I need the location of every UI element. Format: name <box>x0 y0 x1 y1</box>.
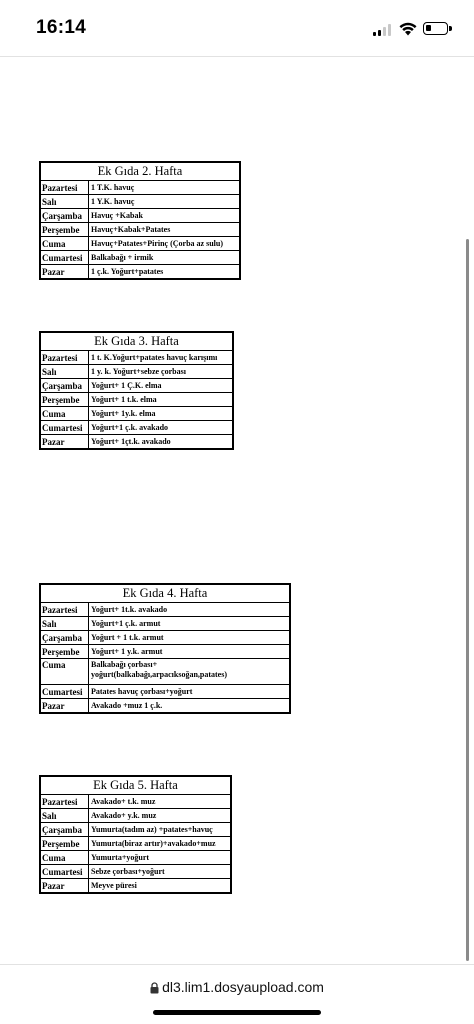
cellular-signal-icon <box>373 24 391 36</box>
food-cell: Yoğurt + 1 t.k. armut <box>89 631 291 645</box>
table-title: Ek Gıda 2. Hafta <box>40 162 240 181</box>
day-cell: Perşembe <box>40 645 89 659</box>
table-title: Ek Gıda 4. Hafta <box>40 584 290 603</box>
scrollbar[interactable] <box>466 239 469 961</box>
food-cell: Yumurta(biraz artır)+avakado+muz <box>89 837 232 851</box>
day-cell: Salı <box>40 365 89 379</box>
food-cell: Patates havuç çorbası+yoğurt <box>89 685 291 699</box>
table-row <box>40 365 233 379</box>
browser-bottom-bar <box>0 964 474 1024</box>
table-row <box>40 379 233 393</box>
day-cell: Çarşamba <box>40 209 89 223</box>
food-cell: Yumurta(tadım az) +patates+havuç <box>89 823 232 837</box>
table-row <box>40 209 240 223</box>
food-cell: 1 t. K.Yoğurt+patates havuç karışımı <box>89 351 234 365</box>
food-cell: Meyve püresi <box>89 879 232 894</box>
day-cell: Cumartesi <box>40 865 89 879</box>
table-row <box>40 265 240 280</box>
table-title: Ek Gıda 3. Hafta <box>40 332 233 351</box>
day-cell: Salı <box>40 195 89 209</box>
food-cell: Yumurta+yoğurt <box>89 851 232 865</box>
food-cell: Yoğurt+ 1t.k. avakado <box>89 603 291 617</box>
day-cell: Cuma <box>40 851 89 865</box>
table-title: Ek Gıda 5. Hafta <box>40 776 231 795</box>
food-cell: 1 ç.k. Yoğurt+patates <box>89 265 241 280</box>
food-cell: Havuç +Kabak <box>89 209 241 223</box>
food-cell: Avakado +muz 1 ç.k. <box>89 699 291 714</box>
day-cell: Cumartesi <box>40 251 89 265</box>
food-cell: Havuç+Kabak+Patates <box>89 223 241 237</box>
table-row <box>40 809 231 823</box>
battery-icon <box>423 22 448 35</box>
day-cell: Pazartesi <box>40 351 89 365</box>
food-cell: Sebze çorbası+yoğurt <box>89 865 232 879</box>
food-cell: Yoğurt+ 1 Ç.K. elma <box>89 379 234 393</box>
food-cell: 1 T.K. havuç <box>89 181 241 195</box>
day-cell: Cuma <box>40 407 89 421</box>
table-row <box>40 407 233 421</box>
food-cell: Yoğurt+1 ç.k. avakado <box>89 421 234 435</box>
table-row <box>40 223 240 237</box>
day-cell: Pazar <box>40 699 89 714</box>
food-cell: 1 Y.K. havuç <box>89 195 241 209</box>
table-row <box>40 421 233 435</box>
day-cell: Pazar <box>40 879 89 894</box>
table-row <box>40 617 290 631</box>
day-cell: Çarşamba <box>40 631 89 645</box>
home-indicator[interactable] <box>153 1010 321 1015</box>
day-cell: Cuma <box>40 659 89 685</box>
clock: 16:14 <box>36 17 87 38</box>
table-row <box>40 851 231 865</box>
food-cell: 1 y. k. Yoğurt+sebze çorbası <box>89 365 234 379</box>
day-cell: Perşembe <box>40 223 89 237</box>
food-cell: Yoğurt+ 1 t.k. elma <box>89 393 234 407</box>
day-cell: Pazartesi <box>40 181 89 195</box>
day-cell: Salı <box>40 809 89 823</box>
table-row <box>40 865 231 879</box>
lock-icon <box>150 982 159 994</box>
document-viewer[interactable] <box>0 57 474 964</box>
day-cell: Perşembe <box>40 393 89 407</box>
schedule-table-week-2 <box>39 161 241 280</box>
day-cell: Çarşamba <box>40 379 89 393</box>
table-row <box>40 631 290 645</box>
address-bar[interactable] <box>0 979 474 995</box>
schedule-table-week-5 <box>39 775 232 894</box>
day-cell: Cumartesi <box>40 685 89 699</box>
table-row <box>40 879 231 894</box>
table-row <box>40 645 290 659</box>
food-cell: Havuç+Patates+Pirinç (Çorba az sulu) <box>89 237 241 251</box>
table-row <box>40 393 233 407</box>
table-row <box>40 237 240 251</box>
table-row <box>40 699 290 714</box>
schedule-table-week-4 <box>39 583 291 714</box>
day-cell: Pazartesi <box>40 795 89 809</box>
table-row <box>40 435 233 450</box>
day-cell: Cumartesi <box>40 421 89 435</box>
day-cell: Pazartesi <box>40 603 89 617</box>
food-cell: Balkabağı çorbası+ yoğurt(balkabağı,arpacıksoğan,patates) <box>89 659 291 685</box>
table-row <box>40 351 233 365</box>
food-cell: Yoğurt+ 1çt.k. avakado <box>89 435 234 450</box>
url-text: dl3.lim1.dosyaupload.com <box>162 979 324 995</box>
day-cell: Cuma <box>40 237 89 251</box>
food-cell: Avakado+ t.k. muz <box>89 795 232 809</box>
table-row <box>40 195 240 209</box>
day-cell: Pazar <box>40 435 89 450</box>
food-cell: Yoğurt+1 ç.k. armut <box>89 617 291 631</box>
food-cell: Balkabağı + irmik <box>89 251 241 265</box>
table-row <box>40 685 290 699</box>
table-row <box>40 795 231 809</box>
status-bar <box>0 0 474 56</box>
table-row <box>40 603 290 617</box>
day-cell: Salı <box>40 617 89 631</box>
wifi-icon <box>398 21 418 36</box>
table-row <box>40 181 240 195</box>
table-row <box>40 837 231 851</box>
food-cell: Yoğurt+ 1 y.k. armut <box>89 645 291 659</box>
schedule-table-week-3 <box>39 331 234 450</box>
food-cell: Yoğurt+ 1y.k. elma <box>89 407 234 421</box>
day-cell: Perşembe <box>40 837 89 851</box>
table-row <box>40 659 290 685</box>
food-cell: Avakado+ y.k. muz <box>89 809 232 823</box>
table-row <box>40 251 240 265</box>
day-cell: Çarşamba <box>40 823 89 837</box>
day-cell: Pazar <box>40 265 89 280</box>
table-row <box>40 823 231 837</box>
